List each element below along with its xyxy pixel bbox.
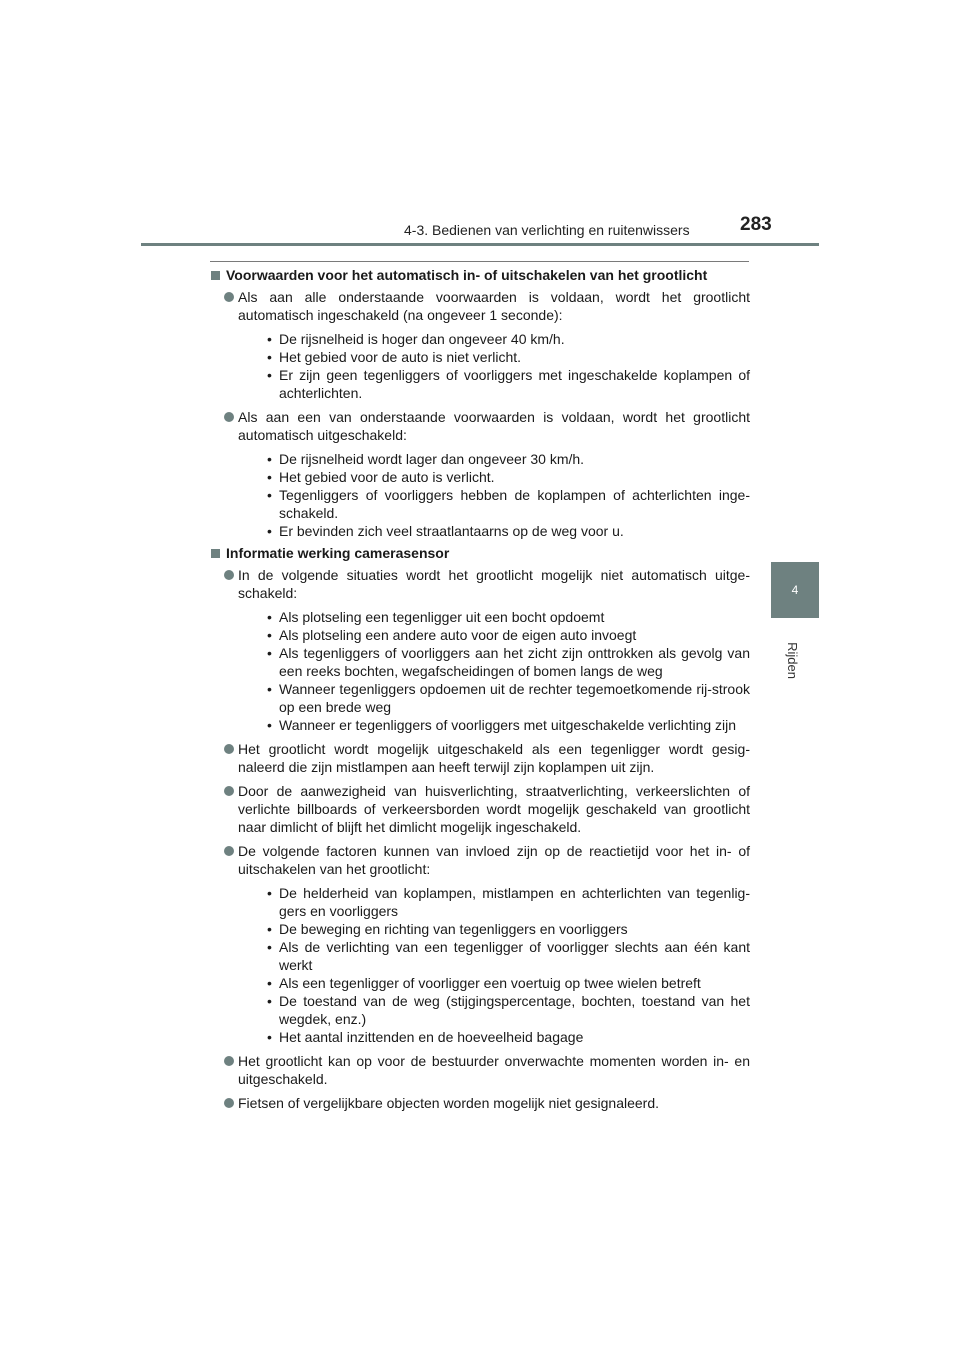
bullet-dot-icon: • — [267, 487, 272, 503]
bullet-item-text: Wanneer tegenliggers opdoemen uit de rechter tegemoetkomende rij-strook op een brede weg — [279, 681, 750, 715]
bullet-item — [238, 974, 750, 992]
chapter-tab — [771, 562, 819, 618]
bullet-item — [238, 920, 750, 938]
bullet-dot-icon: • — [267, 717, 272, 733]
list-item-text: De volgende factoren kunnen van invloed zijn op de reactietijd voor het in- of uitschakelen van het grootlicht: — [238, 843, 750, 877]
bullet-item — [238, 366, 750, 402]
list-item — [210, 408, 750, 540]
bullet-item — [238, 486, 750, 522]
list-item-text: Als aan een van onderstaande voorwaarden is voldaan, wordt het grootlicht automatisch uitgeschakeld: — [238, 409, 750, 443]
chapter-number: 4 — [791, 583, 799, 597]
circle-marker-icon — [224, 292, 234, 302]
bullet-item-text: Tegenliggers of voorliggers hebben de koplampen of achterlichten inge-schakeld. — [279, 487, 750, 521]
list-item — [210, 1094, 750, 1112]
page-body — [210, 266, 750, 1112]
bullet-list — [238, 884, 750, 1046]
bullet-item-text: Als de verlichting van een tegenligger of voorligger slechts aan één kant werkt — [279, 939, 750, 973]
bullet-dot-icon: • — [267, 681, 272, 697]
bullet-item — [238, 884, 750, 920]
list-item — [210, 288, 750, 402]
bullet-item-text: De rijsnelheid wordt lager dan ongeveer 30 km/h. — [279, 451, 585, 467]
bullet-dot-icon: • — [267, 921, 272, 937]
bullet-item-text: Als plotseling een andere auto voor de eigen auto invoegt — [279, 627, 637, 643]
circle-marker-icon — [224, 570, 234, 580]
circle-marker-icon — [224, 412, 234, 422]
list-item — [210, 740, 750, 776]
bullet-dot-icon: • — [267, 645, 272, 661]
bullet-item-text: Er zijn geen tegenliggers of voorliggers met ingeschakelde koplampen of achterlichten. — [279, 367, 750, 401]
bullet-dot-icon: • — [267, 939, 272, 955]
bullet-item-text: Wanneer er tegenliggers of voorliggers met uitgeschakelde verlichting zijn — [279, 717, 737, 733]
bullet-item-text: De rijsnelheid is hoger dan ongeveer 40 km/h. — [279, 331, 565, 347]
list-item-text: Het grootlicht kan op voor de bestuurder onverwachte momenten worden in- en uitgeschakeld. — [238, 1053, 750, 1087]
section-title: 4-3. Bedienen van verlichting en ruitenwissers — [404, 222, 690, 238]
chapter-label — [783, 630, 801, 690]
bullet-dot-icon: • — [267, 451, 272, 467]
bullet-item — [238, 522, 750, 540]
bullet-list — [238, 608, 750, 734]
circle-marker-icon — [224, 786, 234, 796]
bullet-item — [238, 348, 750, 366]
circle-marker-icon — [224, 846, 234, 856]
list-item-text: Het grootlicht wordt mogelijk uitgeschakeld als een tegenligger wordt gesig-naleerd die zijn mistlampen aan heeft terwijl zijn koplampen uit zijn. — [238, 741, 750, 775]
page-header — [0, 214, 960, 254]
bullet-item — [238, 450, 750, 468]
bullet-item — [238, 716, 750, 734]
bullet-dot-icon: • — [267, 523, 272, 539]
list-item — [210, 566, 750, 734]
page-number: 283 — [740, 214, 772, 235]
section-heading — [210, 266, 750, 284]
bullet-item — [238, 626, 750, 644]
bullet-dot-icon: • — [267, 469, 272, 485]
circle-marker-icon — [224, 1098, 234, 1108]
list-item-text: Door de aanwezigheid van huisverlichting, straatverlichting, verkeerslichten of verlichte billboards of verkeersborden wordt mogelijk geschakeld van grootlicht naar dimlicht of blijft het dimlicht mogelijk ingeschakeld. — [238, 783, 750, 835]
bullet-item-text: Als een tegenligger of voorligger een voertuig op twee wielen betreft — [279, 975, 701, 991]
header-rule — [141, 243, 819, 246]
bullet-dot-icon: • — [267, 1029, 272, 1045]
bullet-dot-icon: • — [267, 331, 272, 347]
bullet-item — [238, 608, 750, 626]
bullet-item-text: Als plotseling een tegenligger uit een bocht opdoemt — [279, 609, 605, 625]
bullet-item-text: Het gebied voor de auto is verlicht. — [279, 469, 495, 485]
square-marker-icon — [211, 271, 220, 280]
bullet-dot-icon: • — [267, 993, 272, 1009]
square-marker-icon — [211, 549, 220, 558]
circle-marker-icon — [224, 1056, 234, 1066]
bullet-item-text: De helderheid van koplampen, mistlampen en achterlichten van tegenlig-gers en voorliggers — [279, 885, 750, 919]
list-item-text: Fietsen of vergelijkbare objecten worden mogelijk niet gesignaleerd. — [238, 1095, 660, 1111]
bullet-item-text: De toestand van de weg (stijgingspercentage, bochten, toestand van het wegdek, enz.) — [279, 993, 750, 1027]
list-item — [210, 1052, 750, 1088]
bullet-item — [238, 468, 750, 486]
bullet-item — [238, 992, 750, 1028]
bullet-item-text: Het gebied voor de auto is niet verlicht. — [279, 349, 522, 365]
bullet-item — [238, 330, 750, 348]
bullet-dot-icon: • — [267, 975, 272, 991]
bullet-item — [238, 938, 750, 974]
list-item-text: In de volgende situaties wordt het grootlicht mogelijk niet automatisch uitge-schakeld: — [238, 567, 750, 601]
bullet-item-text: Er bevinden zich veel straatlantaarns op de weg voor u. — [279, 523, 624, 539]
list-item — [210, 782, 750, 836]
bullet-item-text: Het aantal inzittenden en de hoeveelheid bagage — [279, 1029, 584, 1045]
bullet-dot-icon: • — [267, 627, 272, 643]
bullet-dot-icon: • — [267, 349, 272, 365]
chapter-label-text: Rijden — [784, 641, 800, 679]
bullet-list — [238, 450, 750, 540]
section-heading-text: Informatie werking camerasensor — [226, 545, 450, 561]
bullet-item-text: De beweging en richting van tegenliggers en voorliggers — [279, 921, 628, 937]
bullet-item — [238, 644, 750, 680]
circle-marker-icon — [224, 744, 234, 754]
bullet-dot-icon: • — [267, 609, 272, 625]
bullet-item — [238, 680, 750, 716]
bullet-item — [238, 1028, 750, 1046]
section-heading-text: Voorwaarden voor het automatisch in- of uitschakelen van het grootlicht — [226, 267, 708, 283]
list-item — [210, 842, 750, 1046]
bullet-item-text: Als tegenliggers of voorliggers aan het zicht zijn onttrokken als gevolg van een reeks bochten, wegafscheidingen of bomen langs de weg — [279, 645, 750, 679]
bullet-dot-icon: • — [267, 885, 272, 901]
bullet-dot-icon: • — [267, 367, 272, 383]
section-heading — [210, 544, 750, 562]
list-item-text: Als aan alle onderstaande voorwaarden is voldaan, wordt het grootlicht automatisch ingeschakeld (na ongeveer 1 seconde): — [238, 289, 750, 323]
bullet-list — [238, 330, 750, 402]
section-divider — [210, 261, 749, 262]
